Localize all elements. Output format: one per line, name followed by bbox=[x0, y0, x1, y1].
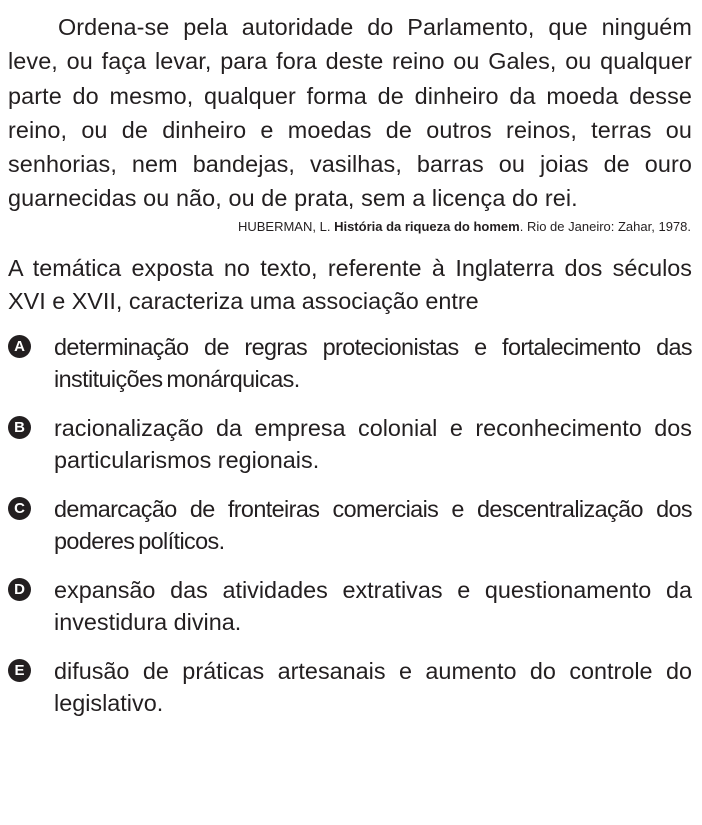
option-a[interactable] bbox=[8, 331, 692, 395]
source-citation bbox=[8, 219, 691, 235]
citation-author: HUBERMAN, L. bbox=[237, 218, 331, 234]
option-e-letter-badge: E bbox=[8, 659, 31, 682]
answer-options bbox=[8, 331, 692, 719]
option-b[interactable] bbox=[8, 412, 692, 476]
question-stem: A temática exposta no texto, referente à Inglaterra dos séculos XVI e XVII, caracteriza uma associação entre bbox=[8, 254, 692, 314]
option-a-text: determinação de regras protecionistas e fortalecimento das instituições monárquicas. bbox=[54, 333, 692, 392]
option-c[interactable] bbox=[8, 493, 692, 557]
option-e[interactable] bbox=[8, 655, 692, 719]
option-d-text: expansão das atividades extrativas e questionamento da investidura divina. bbox=[54, 576, 692, 635]
option-c-letter-badge: C bbox=[8, 497, 31, 520]
option-c-text: demarcação de fronteiras comerciais e descentralização dos poderes políticos. bbox=[54, 495, 692, 554]
option-b-text: racionalização da empresa colonial e reconhecimento dos particularismos regionais. bbox=[54, 414, 692, 473]
option-d[interactable] bbox=[8, 574, 692, 638]
option-b-letter-badge: B bbox=[8, 416, 31, 439]
citation-publisher: . Rio de Janeiro: Zahar, 1978. bbox=[519, 218, 691, 234]
option-d-letter-badge: D bbox=[8, 578, 31, 601]
citation-title: História da riqueza do homem bbox=[334, 218, 520, 234]
option-a-letter-badge: A bbox=[8, 335, 31, 358]
source-passage: Ordena-se pela autoridade do Parlamento, que ninguém leve, ou faça levar, para fora deste reino ou Gales, ou qualquer parte do mesmo, qualquer forma de dinheiro da moeda desse reino, ou de dinheiro e moedas de outros reinos, terras ou senhorias, nem bandejas, vasilhas, barras ou joias de ouro guarnecidas ou não, ou de prata, sem a licença do rei. bbox=[8, 14, 692, 212]
option-e-text: difusão de práticas artesanais e aumento do controle do legislativo. bbox=[54, 657, 692, 716]
